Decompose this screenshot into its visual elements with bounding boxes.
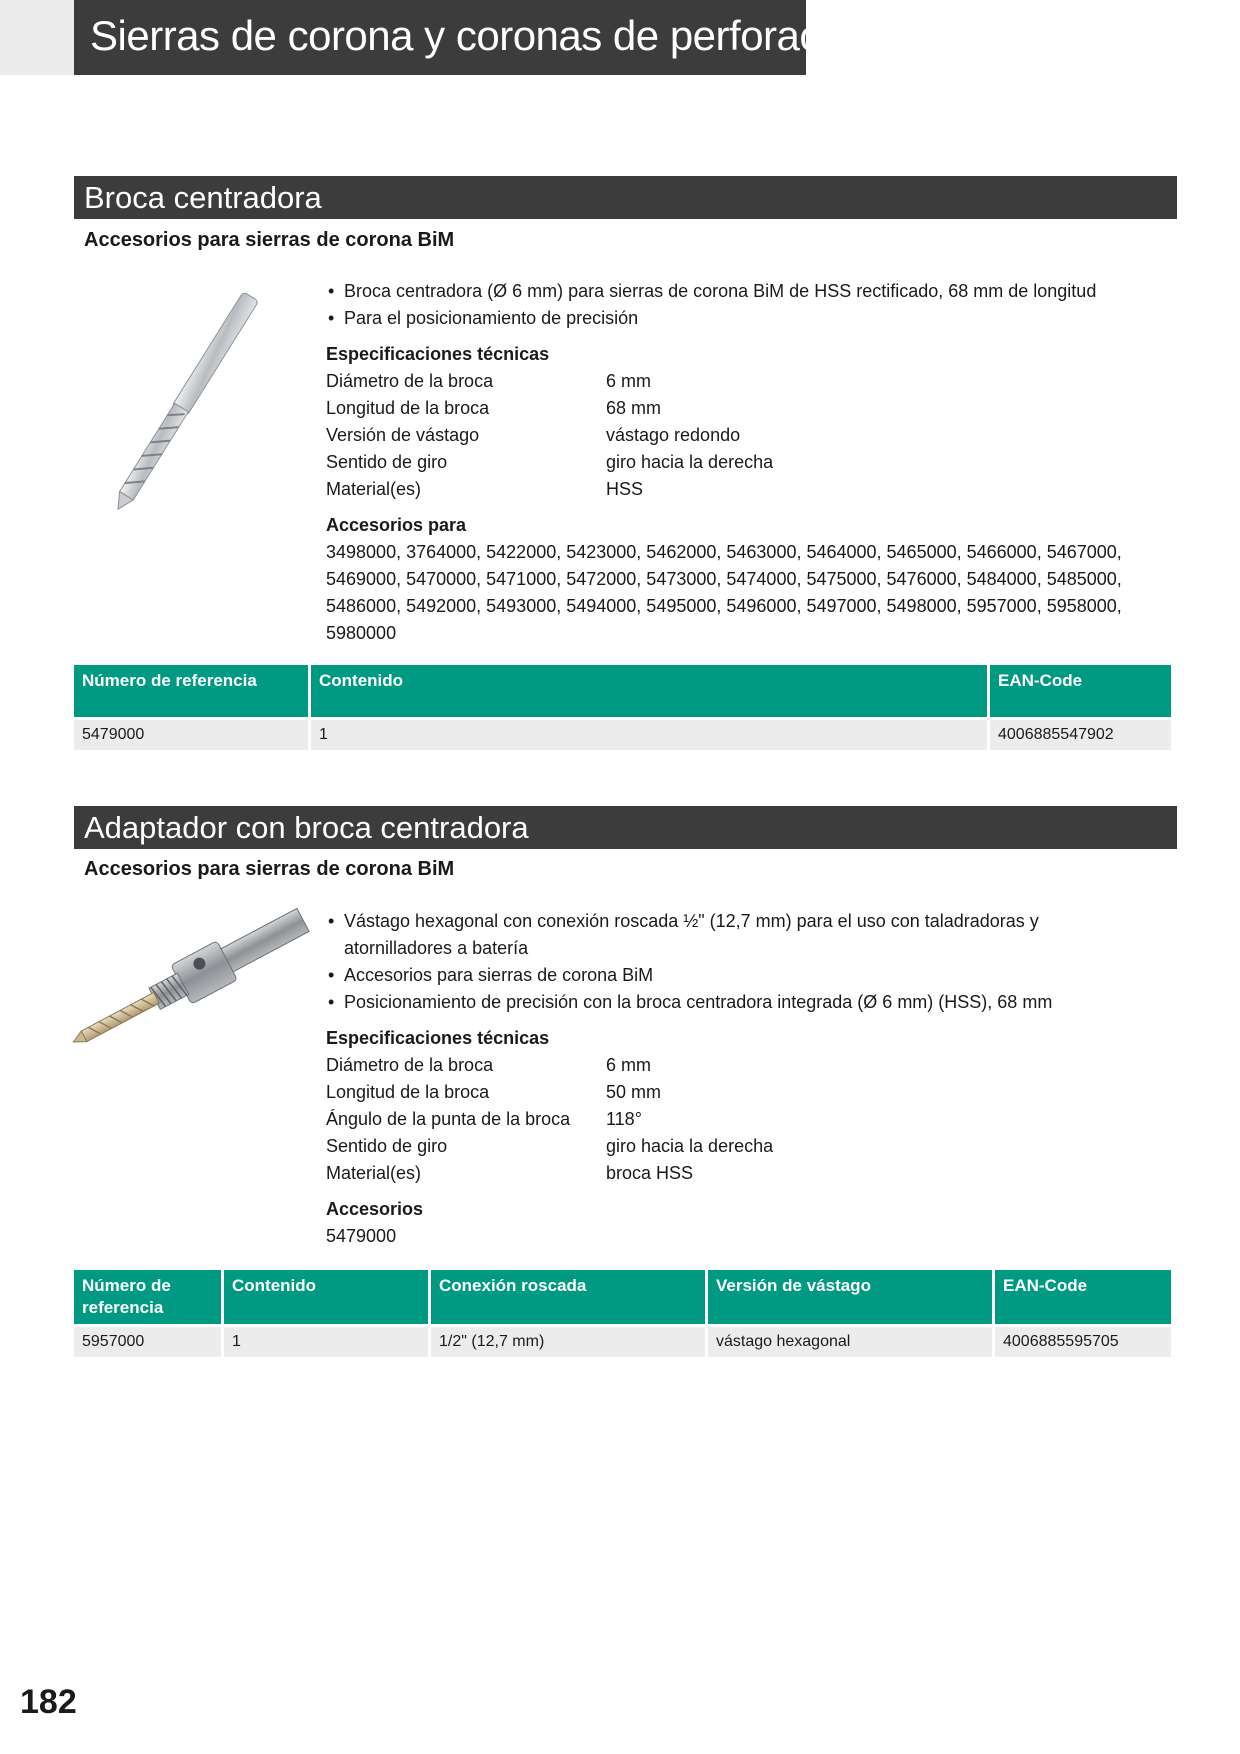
spec-value: broca HSS <box>606 1163 694 1183</box>
section-subtitle: Accesorios para sierras de corona BiM <box>84 229 455 251</box>
spec-label: Sentido de giro <box>326 452 448 472</box>
spec-row <box>326 1106 1146 1133</box>
center-drill-bit-image <box>70 276 310 512</box>
spec-value: vástago redondo <box>606 425 741 445</box>
adapter-image <box>70 900 310 1060</box>
table-cell: vástago hexagonal <box>708 1324 992 1357</box>
spec-value: 50 mm <box>606 1082 662 1102</box>
spec-value: 118° <box>606 1109 642 1129</box>
spec-label: Diámetro de la broca <box>326 1055 494 1075</box>
spec-row <box>326 1052 1146 1079</box>
section-title-bar <box>74 806 1177 849</box>
spec-label: Material(es) <box>326 1163 422 1183</box>
column-header: Conexión roscada <box>431 1270 705 1324</box>
table-header-row <box>74 665 1171 717</box>
spec-label: Ángulo de la punta de la broca <box>326 1109 571 1129</box>
spec-value: 6 mm <box>606 371 651 391</box>
table-cell: 4006885595705 <box>995 1324 1171 1357</box>
spec-row <box>326 449 1146 476</box>
accessories-list: 5479000 <box>326 1226 397 1246</box>
spec-value: HSS <box>606 479 644 499</box>
section-subtitle: Accesorios para sierras de corona BiM <box>84 858 455 880</box>
product-table <box>71 1270 1174 1357</box>
feature-list <box>326 278 1146 332</box>
feature-item: • Broca centradora (Ø 6 mm) para sierras de corona BiM de HSS rectificado, 68 mm de longitud <box>326 278 1146 305</box>
spec-row <box>326 1133 1146 1160</box>
spec-label: Sentido de giro <box>326 1136 448 1156</box>
spec-row <box>326 368 1146 395</box>
page-number: 182 <box>20 1683 77 1721</box>
spec-row <box>326 422 1146 449</box>
spec-row <box>326 395 1146 422</box>
table-row <box>74 1324 1171 1357</box>
spec-label: Diámetro de la broca <box>326 371 494 391</box>
table-cell: 1 <box>311 717 987 750</box>
feature-item: • Posicionamiento de precisión con la broca centradora integrada (Ø 6 mm) (HSS), 68 mm <box>326 989 1146 1016</box>
column-header: Versión de vástago <box>708 1270 992 1324</box>
column-header: Contenido <box>311 665 987 717</box>
page-header <box>74 0 875 75</box>
table-header-row <box>74 1270 1171 1324</box>
spec-row <box>326 1079 1146 1106</box>
section-title: Adaptador con broca centradora <box>84 810 529 845</box>
spec-value: 68 mm <box>606 398 662 418</box>
column-header: EAN-Code <box>995 1270 1171 1324</box>
corner-tab <box>0 0 74 75</box>
spec-label: Longitud de la broca <box>326 398 490 418</box>
spec-label: Longitud de la broca <box>326 1082 490 1102</box>
table-row <box>74 717 1171 750</box>
specs-heading: Especificaciones técnicas <box>326 344 550 364</box>
product-table <box>71 665 1174 750</box>
spec-row <box>326 1160 1146 1187</box>
feature-item: • Accesorios para sierras de corona BiM <box>326 962 1146 989</box>
table-cell: 1/2" (12,7 mm) <box>431 1324 705 1357</box>
page-title: Sierras de corona y coronas de perforación <box>90 12 875 59</box>
spec-value: 6 mm <box>606 1055 651 1075</box>
feature-item: • Para el posicionamiento de precisión <box>326 305 1146 332</box>
feature-list <box>326 908 1146 1016</box>
section-title: Broca centradora <box>84 180 322 215</box>
specs-heading: Especificaciones técnicas <box>326 1028 550 1048</box>
spec-label: Versión de vástago <box>326 425 480 445</box>
spec-value: giro hacia la derecha <box>606 1136 774 1156</box>
spec-row <box>326 476 1146 503</box>
column-header: Número de referencia <box>74 1270 221 1324</box>
table-cell: 5479000 <box>74 717 308 750</box>
spec-label: Material(es) <box>326 479 422 499</box>
section-body <box>326 908 1146 1250</box>
column-header: Número de referencia <box>74 665 308 717</box>
accessories-heading: Accesorios <box>326 1199 424 1219</box>
column-header: EAN-Code <box>990 665 1171 717</box>
accessories-list: 3498000, 3764000, 5422000, 5423000, 5462000, 5463000, 5464000, 5465000, 5466000, 5467000, 5469000, 5470000, 5471000, 5472000, 5473000, 5474000, 5475000, 5476000, 5484000, 5485000, 5486000, 5492000, 5493000, 5494000, 5495000, 5496000, 5497000, 5498000, 5957000, 5958000, 5980000 <box>326 542 1122 643</box>
section-title-bar <box>74 176 1177 219</box>
table-cell: 1 <box>224 1324 428 1357</box>
feature-item: • Vástago hexagonal con conexión roscada ½" (12,7 mm) para el uso con taladradoras y atornilladores a batería <box>326 908 1146 962</box>
column-header: Contenido <box>224 1270 428 1324</box>
table-cell: 4006885547902 <box>990 717 1171 750</box>
table-cell: 5957000 <box>74 1324 221 1357</box>
spec-value: giro hacia la derecha <box>606 452 774 472</box>
accessories-heading: Accesorios para <box>326 515 467 535</box>
section-body <box>326 278 1146 647</box>
